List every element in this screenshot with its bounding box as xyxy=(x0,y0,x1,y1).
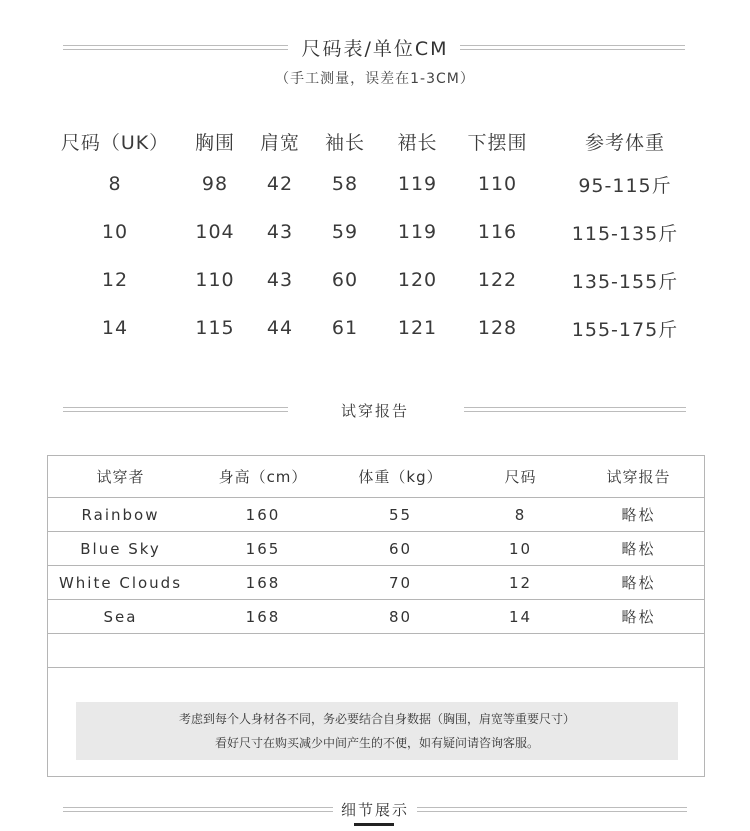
size-chart-subtitle: （手工测量，误差在1-3CM） xyxy=(275,71,475,87)
header-report: 试穿报告 xyxy=(573,456,704,498)
header-size: 尺码 xyxy=(468,456,573,498)
cell-hem: 128 xyxy=(477,317,518,339)
details-title: 细节展示 xyxy=(340,801,409,819)
cell-hem: 110 xyxy=(477,173,518,195)
header-size: 尺码（UK） xyxy=(60,131,170,154)
header-shoulder: 肩宽 xyxy=(259,131,300,154)
table-row xyxy=(48,566,704,600)
cell-skirt-length: 119 xyxy=(397,221,438,243)
cell-size: 12 xyxy=(468,566,573,600)
cell-tester: Rainbow xyxy=(48,498,193,532)
cell-report: 略松 xyxy=(573,566,704,600)
size-chart-title: 尺码表/单位CM xyxy=(301,38,449,60)
cell-size: 8 xyxy=(108,173,122,195)
cell-hem: 116 xyxy=(477,221,518,243)
empty-cell xyxy=(48,634,704,668)
cell-weight: 70 xyxy=(333,566,468,600)
cell-chest: 104 xyxy=(195,221,235,243)
cell-height: 168 xyxy=(193,600,333,634)
cell-size: 14 xyxy=(468,600,573,634)
cell-size: 14 xyxy=(101,317,129,339)
cell-report: 略松 xyxy=(573,498,704,532)
cell-size: 10 xyxy=(101,221,129,243)
table-row xyxy=(50,208,710,256)
cell-sleeve: 58 xyxy=(331,173,359,195)
cell-tester: Blue Sky xyxy=(48,532,193,566)
cell-skirt-length: 120 xyxy=(397,269,438,291)
cell-weight: 80 xyxy=(333,600,468,634)
cell-tester: Sea xyxy=(48,600,193,634)
cell-weight: 55 xyxy=(333,498,468,532)
table-row xyxy=(50,256,710,304)
header-height: 身高（cm） xyxy=(193,456,333,498)
cell-weight: 95-115斤 xyxy=(578,174,672,197)
fitting-report-title: 试穿报告 xyxy=(340,402,409,420)
cell-shoulder: 44 xyxy=(266,317,294,339)
cell-weight: 115-135斤 xyxy=(571,222,679,245)
cell-skirt-length: 119 xyxy=(397,173,438,195)
fitting-note xyxy=(76,702,678,760)
size-chart-table xyxy=(50,122,710,352)
cell-chest: 115 xyxy=(195,317,235,339)
header-weight: 参考体重 xyxy=(584,131,665,154)
table-row xyxy=(48,498,704,532)
table-row-empty xyxy=(48,634,704,668)
cell-shoulder: 42 xyxy=(266,173,294,195)
header-chest: 胸围 xyxy=(194,131,235,154)
cell-shoulder: 43 xyxy=(266,221,294,243)
cell-report: 略松 xyxy=(573,600,704,634)
table-row xyxy=(50,304,710,352)
cell-shoulder: 43 xyxy=(266,269,294,291)
fitting-report-box xyxy=(47,455,705,777)
header-skirt-length: 裙长 xyxy=(397,131,438,154)
fitting-report-table xyxy=(48,456,704,668)
cell-size: 8 xyxy=(468,498,573,532)
table-row xyxy=(50,160,710,208)
cell-chest: 98 xyxy=(201,173,229,195)
cell-size: 12 xyxy=(101,269,129,291)
cell-weight: 60 xyxy=(333,532,468,566)
cell-sleeve: 60 xyxy=(331,269,359,291)
cell-tester: White Clouds xyxy=(48,566,193,600)
header-weight: 体重（kg） xyxy=(333,456,468,498)
fitting-note-line-2: 看好尺寸在购买减少中间产生的不便，如有疑问请咨询客服。 xyxy=(214,736,539,750)
cell-height: 168 xyxy=(193,566,333,600)
report-header-row xyxy=(48,456,704,498)
cell-size: 10 xyxy=(468,532,573,566)
table-row xyxy=(48,532,704,566)
cell-skirt-length: 121 xyxy=(397,317,438,339)
cell-report: 略松 xyxy=(573,532,704,566)
table-row xyxy=(48,600,704,634)
fitting-note-line-1: 考虑到每个人身材各不同，务必要结合自身数据（胸围，肩宽等重要尺寸） xyxy=(178,712,575,726)
header-sleeve: 袖长 xyxy=(324,131,365,154)
cell-height: 160 xyxy=(193,498,333,532)
cell-sleeve: 59 xyxy=(331,221,359,243)
cell-chest: 110 xyxy=(195,269,235,291)
cell-hem: 122 xyxy=(477,269,518,291)
header-tester: 试穿者 xyxy=(48,456,193,498)
cell-sleeve: 61 xyxy=(331,317,359,339)
header-hem: 下摆围 xyxy=(467,131,528,154)
details-title-underline xyxy=(354,823,394,826)
cell-height: 165 xyxy=(193,532,333,566)
size-chart-header-row xyxy=(50,122,710,160)
cell-weight: 135-155斤 xyxy=(571,270,679,293)
cell-weight: 155-175斤 xyxy=(571,318,679,341)
